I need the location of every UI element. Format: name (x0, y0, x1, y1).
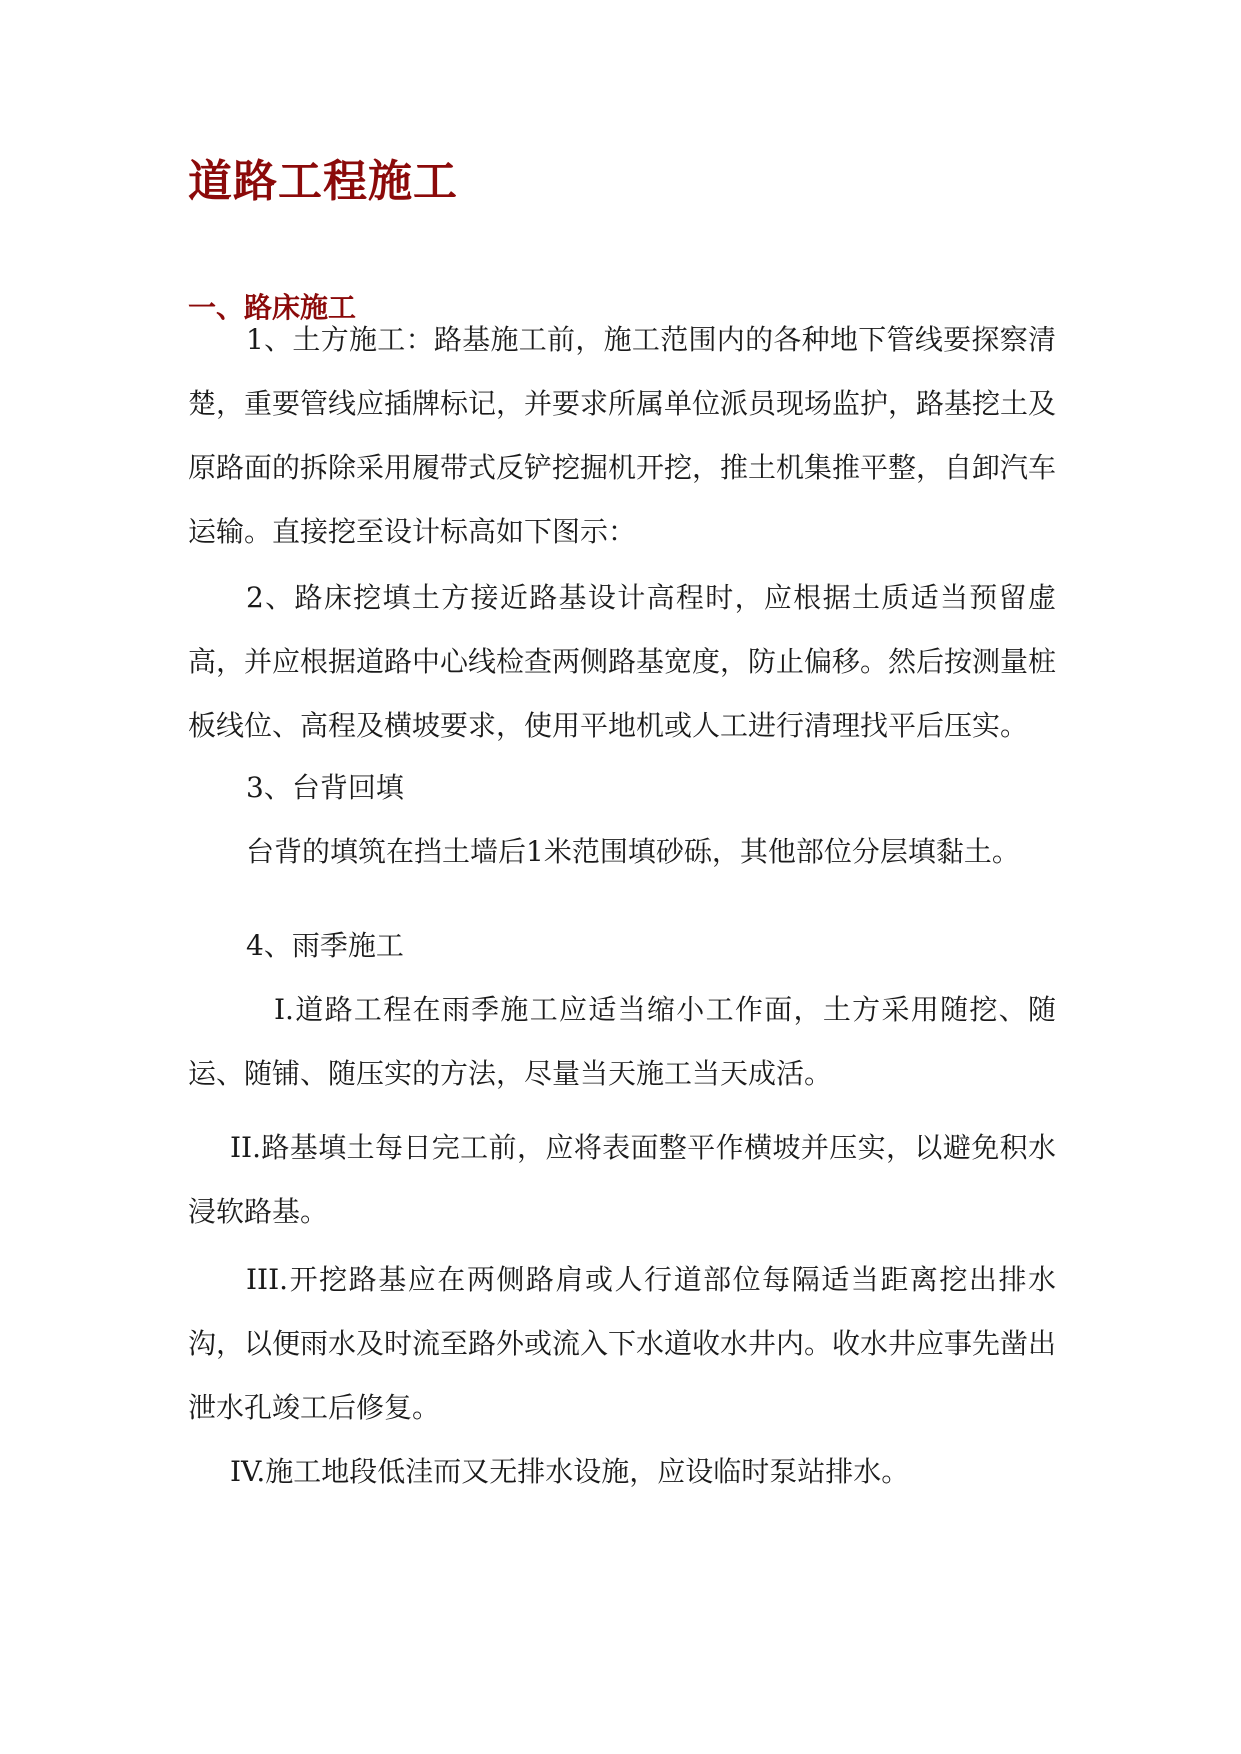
heading-abutment-backfill: 3、台背回填 (246, 771, 404, 804)
heading-rainy-season: 4、雨季施工 (246, 929, 404, 962)
paragraph-rainy-iv: IV.施工地段低洼而又无排水设施，应设临时泵站排水。 (230, 1455, 910, 1488)
paragraph-roadbed-fill: 2、路床挖填土方接近路基设计高程时，应根据土质适当预留虚高，并应根据道路中心线检查两侧路基宽度，防止偏移。然后按测量桩板线位、高程及横坡要求，使用平地机或人工进行清理找平后压实。 (188, 581, 1057, 742)
paragraph-rainy-iii: III.开挖路基应在两侧路肩或人行道部位每隔适当距离挖出排水沟，以便雨水及时流至路外或流入下水道收水井内。收水井应事先凿出泄水孔竣工后修复。 (188, 1263, 1057, 1424)
paragraph-earthwork: 1、土方施工：路基施工前，施工范围内的各种地下管线要探察清楚，重要管线应插牌标记，并要求所属单位派员现场监护，路基挖土及原路面的拆除采用履带式反铲挖掘机开挖，推土机集推平整，自卸汽车运输。直接挖至设计标高如下图示： (188, 323, 1057, 548)
section-heading-roadbed: 一、路床施工 (188, 291, 357, 324)
document-title: 道路工程施工 (188, 156, 458, 207)
paragraph-rainy-i: I.道路工程在雨季施工应适当缩小工作面，土方采用随挖、随运、随铺、随压实的方法，尽量当天施工当天成活。 (188, 993, 1056, 1090)
paragraph-rainy-ii: II.路基填土每日完工前，应将表面整平作横坡并压实，以避免积水浸软路基。 (188, 1131, 1056, 1228)
paragraph-abutment-backfill: 台背的填筑在挡土墙后1米范围填砂砾，其他部位分层填黏土。 (246, 835, 1020, 868)
